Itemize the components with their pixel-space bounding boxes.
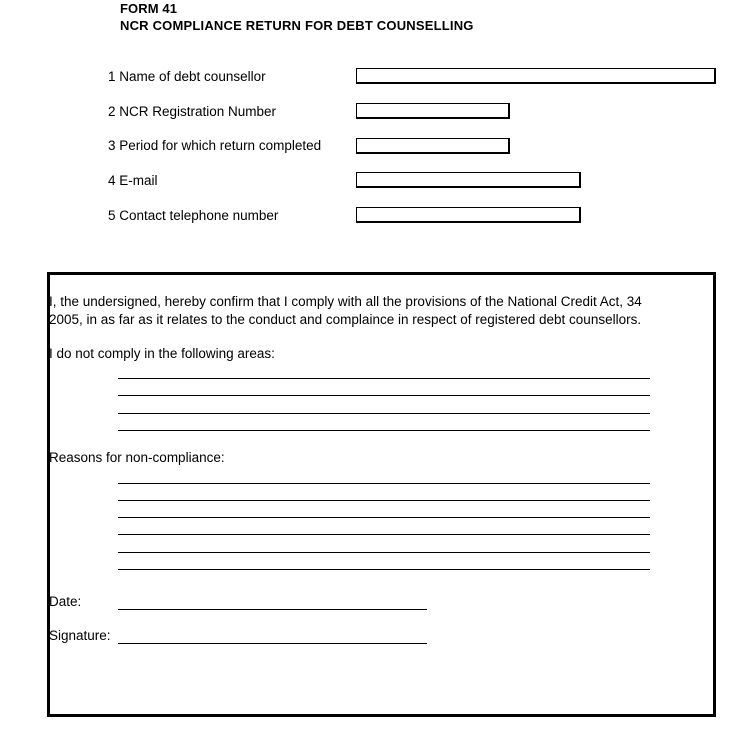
field-label-registration-number: 2 NCR Registration Number [108,104,277,119]
counsellor-name-input[interactable] [356,68,716,84]
return-period-input[interactable] [356,138,510,154]
form-number: FORM 41 [120,1,178,16]
reasons-label: Reasons for non-compliance: [49,450,225,465]
signature-label: Signature: [49,628,111,643]
field-label-telephone: 5 Contact telephone number [108,208,279,223]
telephone-input[interactable] [356,207,581,223]
email-input[interactable] [356,172,581,188]
date-line[interactable] [118,609,427,610]
signature-line[interactable] [118,643,427,644]
form-title: NCR COMPLIANCE RETURN FOR DEBT COUNSELLING [120,18,474,33]
reasons-line-1[interactable] [118,483,650,484]
non-compliance-line-3[interactable] [118,413,650,414]
field-label-email: 4 E-mail [108,173,158,188]
field-label-counsellor-name: 1 Name of debt counsellor [108,69,266,84]
reasons-line-4[interactable] [118,534,650,535]
non-compliance-label: I do not comply in the following areas: [49,346,275,361]
reasons-line-3[interactable] [118,517,650,518]
declaration-box [47,272,716,717]
date-label: Date: [49,594,82,609]
registration-number-input[interactable] [356,103,510,119]
non-compliance-line-2[interactable] [118,395,650,396]
non-compliance-line-1[interactable] [118,378,650,379]
declaration-line-1: I, the undersigned, hereby confirm that I comply with all the provisions of the National Credit Act, 34 [49,294,642,309]
reasons-line-6[interactable] [118,569,650,570]
non-compliance-line-4[interactable] [118,430,650,431]
declaration-line-2: 2005, in as far as it relates to the conduct and complaince in respect of registered debt counsellors. [49,312,642,327]
reasons-line-5[interactable] [118,552,650,553]
field-label-return-period: 3 Period for which return completed [108,138,322,153]
reasons-line-2[interactable] [118,500,650,501]
